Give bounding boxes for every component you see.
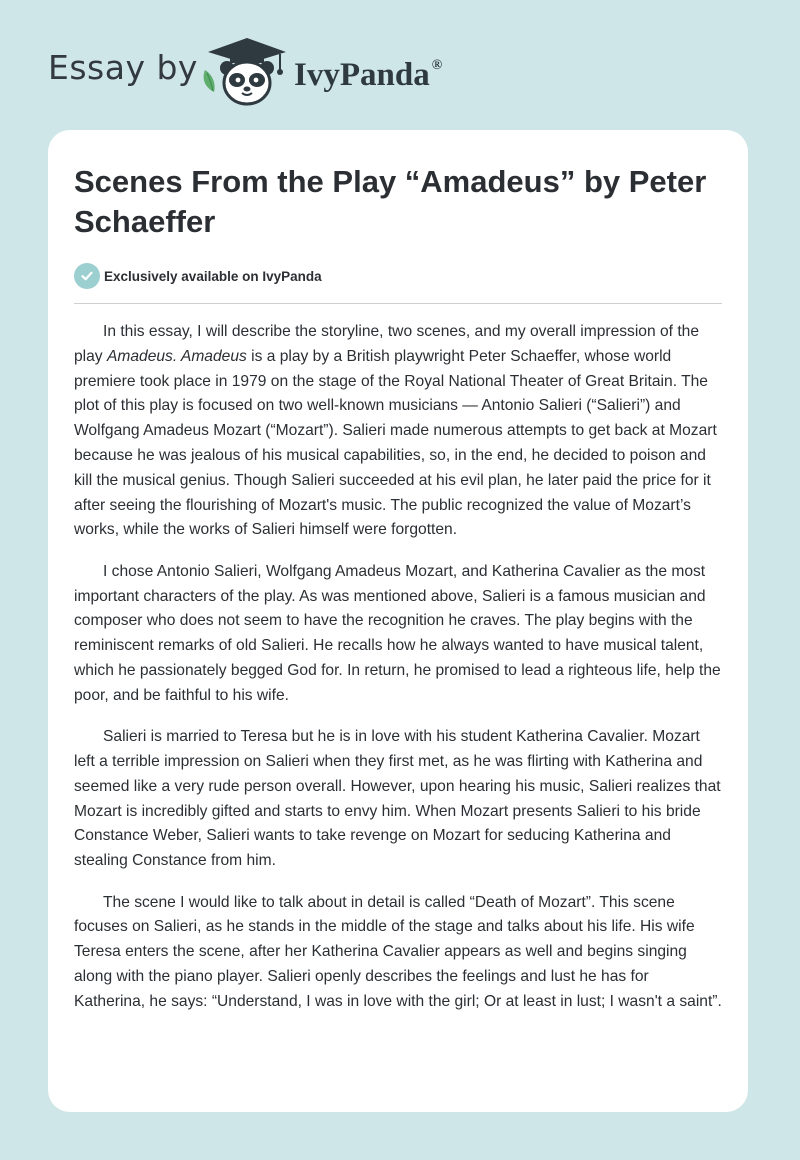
exclusive-badge: [74, 263, 322, 289]
paragraph: The scene I would like to talk about in detail is called “Death of Mozart”. This scene focuses on Salieri, as he stands in the middle of the stage and talks about his life. His wife Teresa enters the scene, after her Katherina Cavalier appears as well and begins singing along with the piano player. Salieri openly describes the feelings and lust he has for Katherina, he says: “Understand, I was in love with the girl; Or at least in lust; I wasn't a saint”.: [74, 893, 722, 1010]
registered-mark: ®: [431, 58, 443, 73]
check-circle-icon: [74, 263, 100, 289]
essay-body: [74, 320, 724, 1031]
paragraph: Salieri is married to Teresa but he is in love with his student Katherina Cavalier. Mozart left a terrible impression on Salieri when they first met, as he was flirting with Katherina and seemed like a very rude person overall. However, upon hearing his music, Salieri realizes that Mozart is incredibly gifted and starts to envy him. When Mozart presents Salieri to his bride Constance Weber, Salieri wants to take revenge on Mozart for seducing Katherina and stealing Constance from him.: [74, 728, 721, 870]
divider: [74, 303, 722, 304]
play-title-italic: Amadeus. Amadeus: [106, 347, 247, 365]
brand-prefix: Essay by: [48, 48, 198, 87]
brand-name[interactable]: IvyPanda ®: [294, 57, 443, 93]
paragraph: I chose Antonio Salieri, Wolfgang Amadeus Mozart, and Katherina Cavalier as the most important characters of the play. As was mentioned above, Salieri is a famous musician and composer who does not seem to have the recognition he craves. The play begins with the reminiscent remarks of old Salieri. He recalls how he always wanted to have musical talent, which he passionately begged God for. In return, he promised to lead a righteous life, help the poor, and be faithful to his wife.: [74, 562, 721, 704]
essay-title: Scenes From the Play “Amadeus” by Peter Schaeffer: [74, 164, 707, 239]
site-header: [0, 0, 800, 120]
essay-card: [48, 130, 748, 1112]
paragraph: In this essay, I will describe the storyline, two scenes, and my overall impression of the play Amadeus. Amadeus is a play by a British playwright Peter Schaeffer, whose world premiere took place in 1979 on the stage of the Royal National Theater of Great Britain. The plot of this play is focused on two well-known musicians — Antonio Salieri (“Salieri”) and Wolfgang Amadeus Mozart (“Mozart”). Salieri made numerous attempts to get back at Mozart because he was jealous of his musical capabilities, so, in the end, he decided to poison and kill the musical genius. Though Salieri succeeded at his evil plan, he later paid the price for it after seeing the flourishing of Mozart's music. The public recognized the value of Mozart’s works, while the works of Salieri himself were forgotten.: [74, 323, 717, 539]
exclusive-label: Exclusively available on IvyPanda: [104, 268, 322, 284]
panda-graduate-icon[interactable]: [200, 36, 292, 108]
